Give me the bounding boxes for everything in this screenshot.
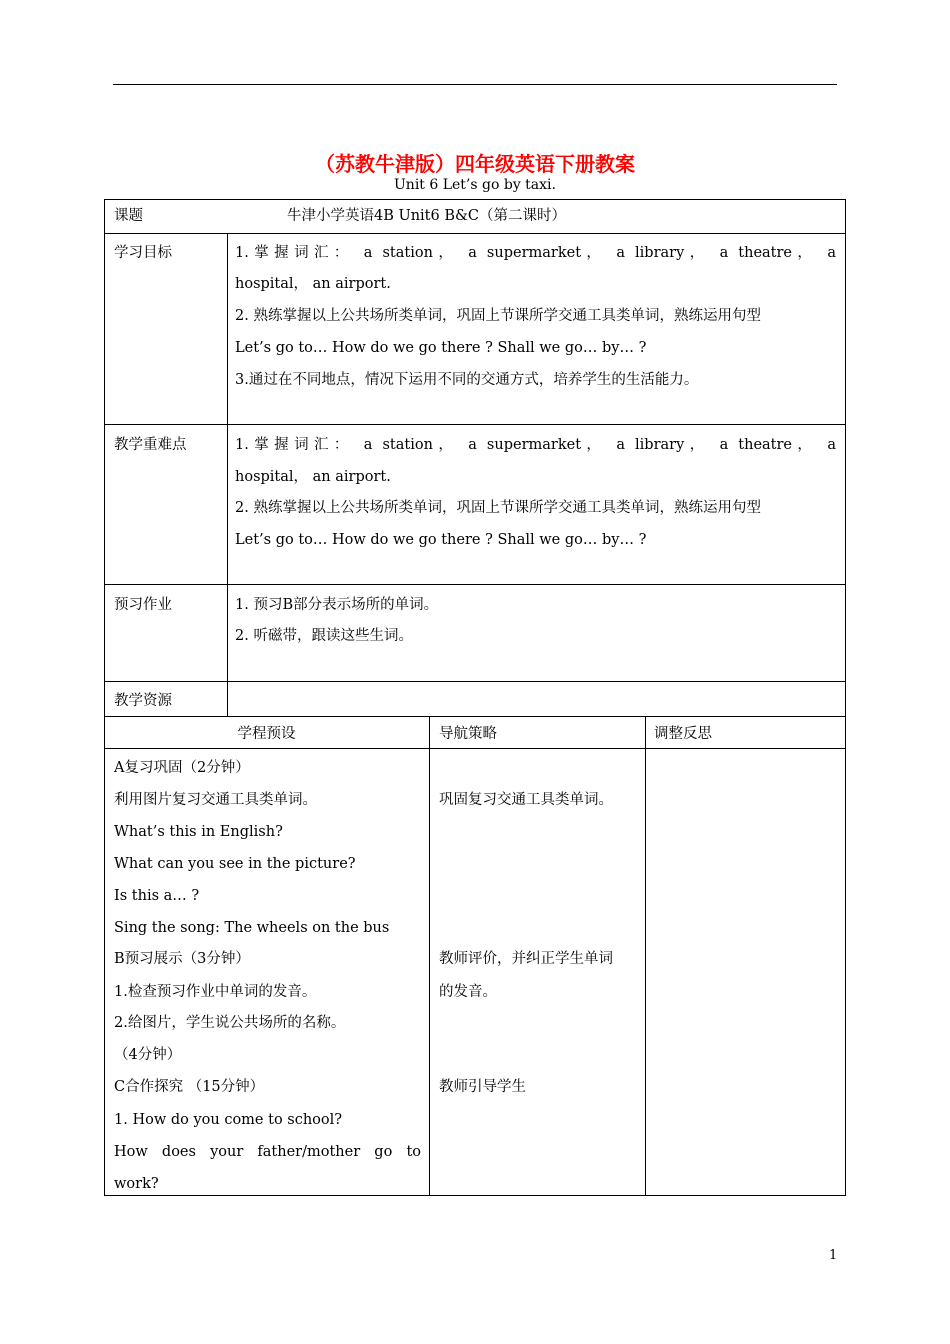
topic-value: 牛津小学英语4B Unit6 B&C（第二课时）: [287, 208, 567, 224]
process-strategy-line: 教师引导学生: [439, 1079, 526, 1095]
key-points-line: 1.掌握词汇： a station， a supermarket， a library， a theatre， a: [235, 437, 836, 453]
process-plan-line: What can you see in the picture?: [114, 856, 356, 872]
info-row-divider: [104, 424, 846, 425]
process-plan-line: （4分钟）: [114, 1047, 182, 1063]
key-points-line: 2. 熟练掌握以上公共场所类单词，巩固上节课所学交通工具类单词，熟练运用句型: [235, 500, 761, 516]
info-row-divider: [104, 233, 846, 234]
resources-label: 教学资源: [114, 693, 172, 709]
topic-label: 课题: [114, 208, 143, 224]
process-plan-line: 利用图片复习交通工具类单词。: [114, 792, 317, 808]
key-points-label: 教学重难点: [114, 437, 187, 453]
process-plan-line: What’s this in English?: [114, 824, 283, 840]
objectives-label: 学习目标: [114, 245, 172, 261]
process-plan-line: Sing the song: The wheels on the bus: [114, 920, 390, 936]
process-plan-line: How does your father/mother go to: [114, 1144, 421, 1160]
process-col-divider: [645, 716, 646, 1196]
page-number: 1: [829, 1248, 838, 1263]
process-plan-line: 1.检查预习作业中单词的发音。: [114, 984, 317, 1000]
objectives-line: 2. 熟练掌握以上公共场所类单词，巩固上节课所学交通工具类单词，熟练运用句型: [235, 308, 761, 324]
info-row-divider: [104, 584, 846, 585]
process-strategy-line: 的发音。: [439, 984, 497, 1000]
info-col-divider: [227, 233, 228, 717]
preview-line: 2. 听磁带，跟读这些生词。: [235, 628, 413, 644]
document-title: （苏教牛津版）四年级英语下册教案: [315, 152, 635, 176]
process-strategy-line: 教师评价，并纠正学生单词: [439, 951, 613, 967]
process-strategy-line: 巩固复习交通工具类单词。: [439, 792, 613, 808]
objectives-line: Let’s go to… How do we go there ? Shall we go… by… ?: [235, 340, 647, 356]
process-plan-line: C合作探究 （15分钟）: [114, 1079, 265, 1095]
process-plan-line: A复习巩固（2分钟）: [114, 760, 250, 776]
process-plan-line: work?: [114, 1176, 159, 1192]
process-plan-line: B预习展示（3分钟）: [114, 951, 250, 967]
objectives-line: 1.掌握词汇： a station， a supermarket， a library， a theatre， a: [235, 245, 836, 261]
preview-line: 1. 预习B部分表示场所的单词。: [235, 597, 439, 613]
document-subtitle: Unit 6 Let’s go by taxi.: [394, 177, 556, 193]
process-plan-line: 1. How do you come to school?: [114, 1112, 343, 1128]
process-header-plan: 学程预设: [237, 726, 296, 742]
process-plan-line: 2.给图片，学生说公共场所的名称。: [114, 1015, 346, 1031]
header-rule: [113, 84, 837, 85]
key-points-line: hospital， an airport.: [235, 469, 391, 485]
preview-label: 预习作业: [114, 597, 172, 613]
process-header-strategy: 导航策略: [439, 726, 497, 742]
info-row-divider: [104, 681, 846, 682]
objectives-line: hospital， an airport.: [235, 276, 391, 292]
process-header-reflection: 调整反思: [654, 726, 712, 742]
objectives-line: 3.通过在不同地点，情况下运用不同的交通方式，培养学生的生活能力。: [235, 372, 699, 388]
process-col-divider: [429, 716, 430, 1196]
key-points-line: Let’s go to… How do we go there ? Shall we go… by… ?: [235, 532, 647, 548]
process-plan-line: Is this a… ?: [114, 888, 200, 904]
